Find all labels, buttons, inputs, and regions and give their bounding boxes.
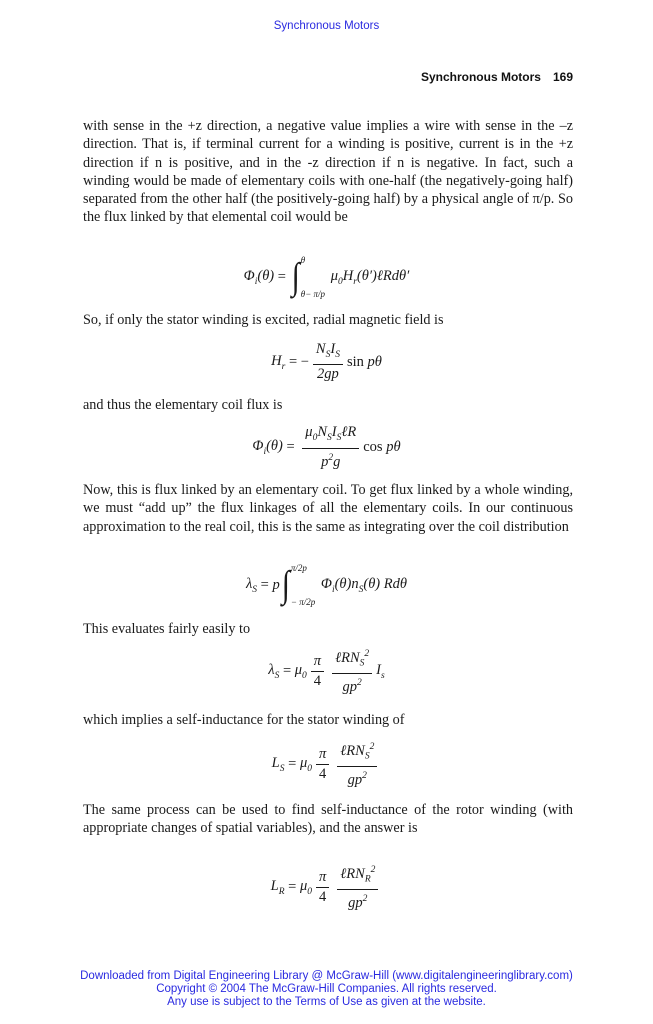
page-number: 169 — [552, 70, 573, 84]
paragraph-7: The same process can be used to find self-inductance of the rotor winding (with appropriate changes of spatial variables), and the answer is — [83, 802, 573, 837]
footer-terms: Any use is subject to the Terms of Use as given at the website. — [167, 996, 486, 1008]
paragraph-5: This evaluates fairly easily to — [83, 621, 251, 637]
equation-4: $\lambda_S$ = p ∫ π/2p − π/2p $\Phi_i(\theta)n_S(\theta)$ Rdθ — [245, 563, 407, 607]
equation-3: $\Phi_i(\theta)$ = $\frac{\mu_0N_SI_S\ell R}{p^2g}$ cos pθ — [252, 423, 401, 470]
equation-2: $H_r$ = − $\frac{N_SI_S}{2gp}$ sin pθ — [271, 340, 382, 383]
paragraph-1: with sense in the +z direction, a negative value implies a wire with sense in the –z direction. That is, if terminal current for a winding is positive, current is in the +z direction if n is positive, and in the -z direction if n is negative. In fact, such a winding would be made of elementary coils with one-half (the negatively-going half) separated from the other half (the positively-going half) by a physical angle of π/p. So the flux linked by that elemental coil would be — [83, 118, 573, 226]
running-title: Synchronous Motors — [420, 70, 541, 84]
footer-copyright: Copyright © 2004 The McGraw-Hill Companies. All rights reserved. — [156, 983, 497, 995]
equation-5: $\lambda_S$ = $\mu_0$ $\frac{\pi}{4}$ $\frac{\ell RN_S^2}{gp^2}$ $I_s$ — [0, 648, 653, 694]
running-head — [421, 70, 573, 84]
paragraph-2: So, if only the stator winding is excited, radial magnetic field is — [83, 312, 444, 328]
equation-6: $L_S$ = $\mu_0$ $\frac{\pi}{4}$ $\frac{\ell RN_S^2}{gp^2}$ — [0, 741, 653, 787]
footer-notice — [0, 970, 653, 1009]
paragraph-6: which implies a self-inductance for the stator winding of — [83, 712, 405, 728]
equation-1: $\Phi_i(\theta)$ = ∫ θ θ− π/p $\mu_0H_r(\theta')\ell Rd\theta'$ — [243, 255, 410, 299]
paragraph-4: Now, this is flux linked by an elementary coil. To get flux linked by a whole winding, we must “add up” the flux linkages of all the elementary coils. In our continuous approximation to the real coil, this is the same as integrating over the coil distribution — [83, 482, 573, 535]
top-banner: Synchronous Motors — [273, 20, 380, 32]
paragraph-3: and thus the elementary coil flux is — [83, 397, 283, 413]
footer-download-link[interactable]: Downloaded from Digital Engineering Library @ McGraw-Hill (www.digitalengineeringlibrary.com) — [80, 970, 573, 982]
equation-7: $L_R$ = $\mu_0$ $\frac{\pi}{4}$ $\frac{\ell RN_R^2}{gp^2}$ — [0, 864, 653, 910]
